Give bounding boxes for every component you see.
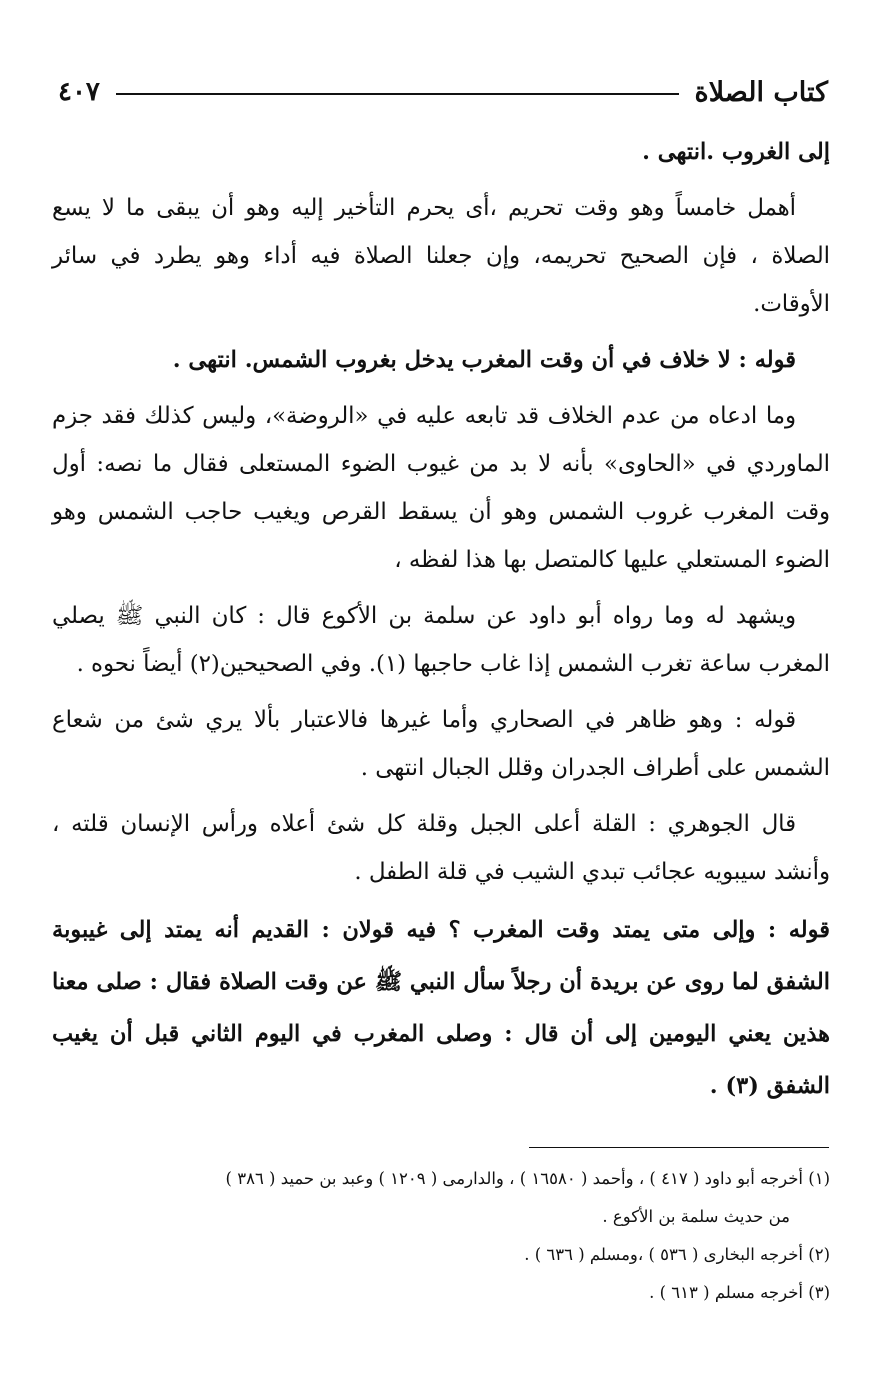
footnote-1-continuation: من حديث سلمة بن الأكوع . (602, 1207, 790, 1226)
paragraph-commentary: ويشهد له وما رواه أبو داود عن سلمة بن الأكوع قال : كان النبي ﷺ يصلي المغرب ساعة تغرب الشمس إذا غاب حاجبها (١). وفي الصحيحين(٢) أيضاً نحوه . (52, 603, 830, 677)
main-text (52, 128, 830, 1112)
footnote-3: (٣) أخرجه مسلم ( ٦١٣ ) . (649, 1283, 830, 1302)
footnote-separator (529, 1147, 829, 1148)
header-rule (116, 93, 679, 95)
footnote-1: (١) أخرجه أبو داود ( ٤١٧ ) ، وأحمد ( ١٦٥٨٠ ) ، والدارمى ( ١٢٠٩ ) وعبد بن حميد ( ٣٨٦ ) (225, 1169, 830, 1188)
footnote-2: (٢) أخرجه البخارى ( ٥٣٦ ) ،ومسلم ( ٦٣٦ ) . (524, 1245, 830, 1264)
paragraph-commentary: وما ادعاه من عدم الخلاف قد تابعه عليه في «الروضة»، وليس كذلك فقد جزم الماوردي في «الحاوى» بأنه لا بد من غيوب الضوء المستعلى فقال ما نصه: أول وقت المغرب غروب الشمس وهو أن يسقط القرص ويغيب حاجب الشمس وهو الضوء المستعلي عليها كالمتصل بها هذا لفظه ، (52, 403, 830, 573)
running-header (58, 72, 828, 112)
chapter-title: كتاب الصلاة (694, 76, 828, 108)
paragraph-continuation: إلى الغروب .انتهى . (642, 139, 830, 165)
paragraph-commentary: أهمل خامساً وهو وقت تحريم ،أى يحرم التأخير إليه وهو أن يبقى ما لا يسع الصلاة ، فإن الصحيح تحريمه، وإن جعلنا الصلاة فيه أداء وهو يطرد في سائر الأوقات. (52, 195, 830, 317)
paragraph-quote: قوله : وهو ظاهر في الصحاري وأما غيرها فالاعتبار بألا يري شئ من شعاع الشمس على أطراف الجدران وقلل الجبال انتهى . (52, 707, 830, 781)
paragraph-quote: قوله : وإلى متى يمتد وقت المغرب ؟ فيه قولان : القديم أنه يمتد إلى غيبوبة الشفق لما روى عن بريدة أن رجلاً سأل النبي ﷺ عن وقت الصلاة فقال : صلى معنا هذين يعني اليومين إلى أن قال : وصلى المغرب في اليوم الثاني قبل أن يغيب الشفق (٣) . (52, 917, 830, 1099)
page-number: ٤٠٧ (58, 77, 100, 107)
paragraph-commentary: قال الجوهري : القلة أعلى الجبل وقلة كل شئ أعلاه ورأس الإنسان قلته ، وأنشد سيبويه عجائب تبدي الشيب في قلة الطفل . (52, 811, 830, 885)
footnotes (70, 1160, 830, 1312)
paragraph-quote: قوله : لا خلاف في أن وقت المغرب يدخل بغروب الشمس. انتهى . (172, 347, 796, 373)
